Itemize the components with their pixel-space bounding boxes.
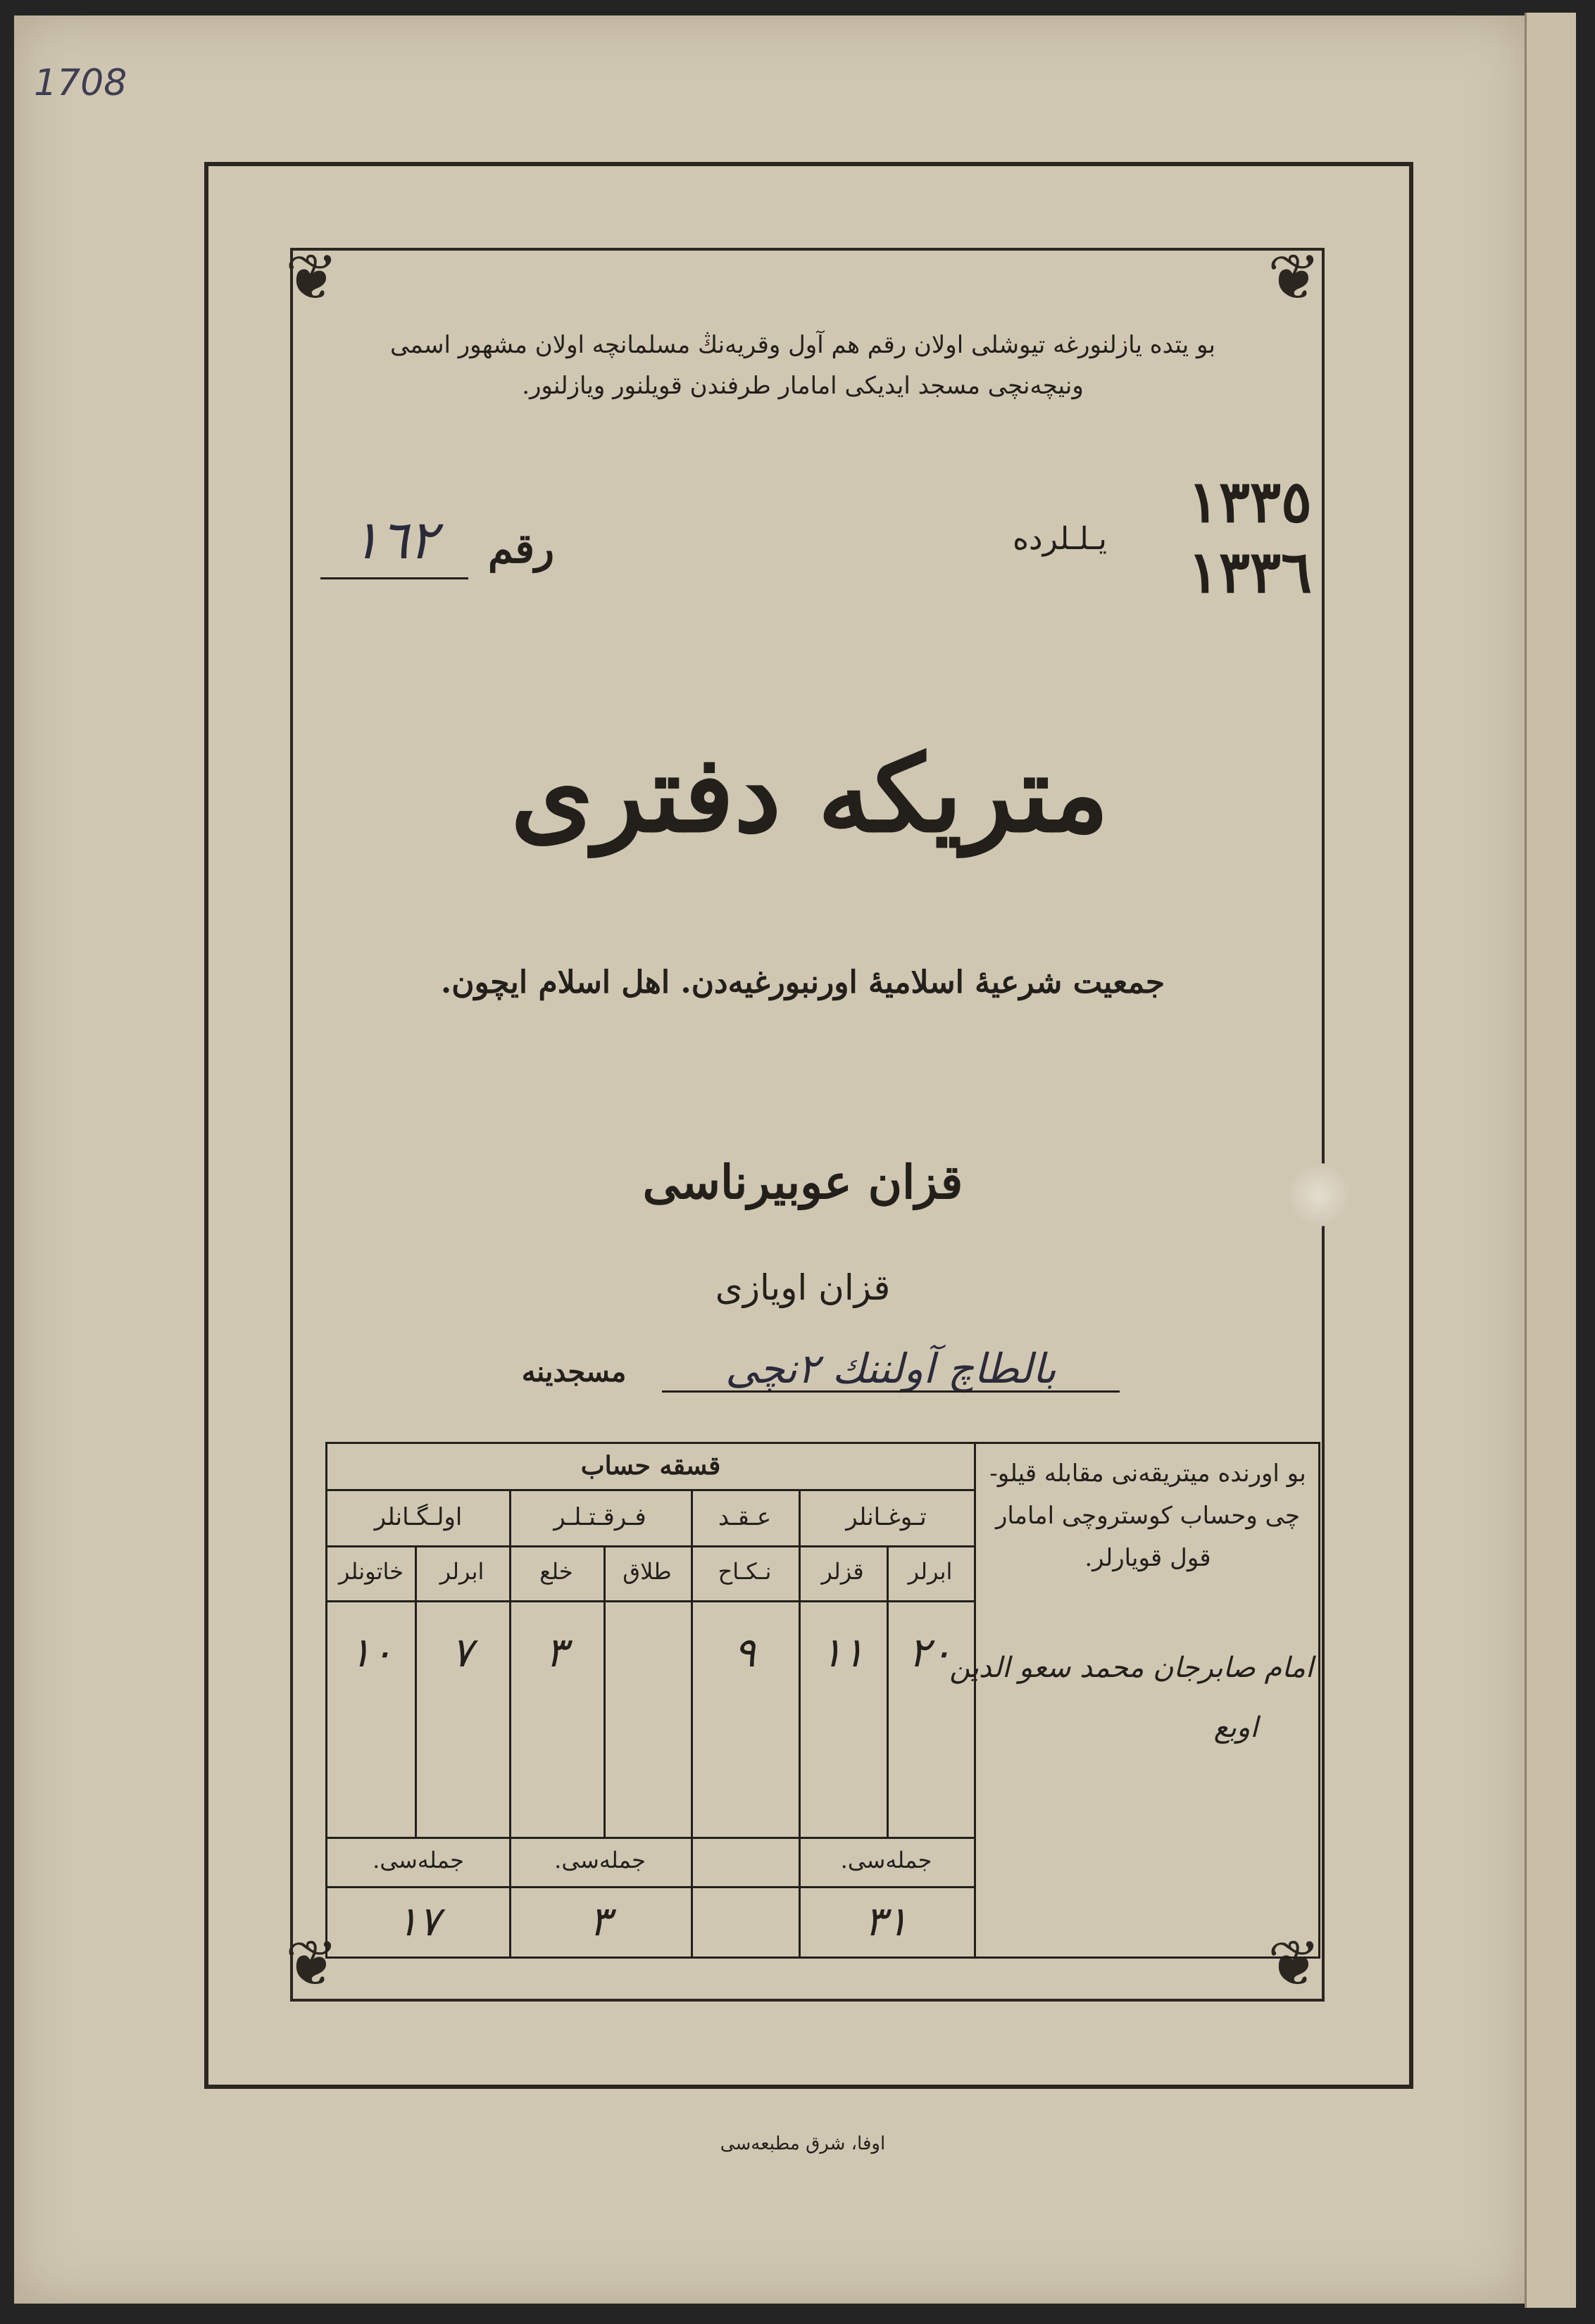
note-printed-line-1: بو اورنده ميتريقه‌نى مقابله قيلو- bbox=[989, 1459, 1306, 1488]
note-printed-line-3: قول قويارلر. bbox=[1084, 1544, 1211, 1572]
corner-ornament-icon: ❦ bbox=[285, 1927, 339, 2001]
mosque-handwritten: بالطاچ آولننك ٢نچى bbox=[725, 1345, 1056, 1393]
value-births-female: ١١ bbox=[820, 1628, 865, 1676]
mosque-underline bbox=[662, 1390, 1120, 1393]
corner-ornament-icon: ❦ bbox=[285, 241, 339, 315]
total-label-divorces: جمله‌سى. bbox=[554, 1847, 646, 1873]
group-marriages: عـقـد bbox=[718, 1503, 772, 1531]
governorate-name: قزان عوبيرناسى bbox=[642, 1155, 963, 1210]
ledger-col-line bbox=[603, 1545, 606, 1837]
value-deaths-male: ٧ bbox=[451, 1628, 473, 1676]
number-label: رقم bbox=[487, 525, 555, 572]
year-1: ١٣٣٥ bbox=[1187, 468, 1313, 536]
document-title: متريكه دفترى bbox=[511, 732, 1109, 856]
col-marriage: نـكـاح bbox=[718, 1558, 772, 1585]
group-deaths: اولـگـانلر bbox=[374, 1503, 463, 1531]
corner-ornament-icon: ❦ bbox=[1268, 1927, 1321, 2001]
total-divorces: ٣ bbox=[589, 1897, 611, 1945]
years-suffix: يـلـلرده bbox=[1012, 521, 1108, 557]
district-name: قزان اويازى bbox=[715, 1267, 891, 1308]
document-subtitle: جمعيت شرعيهٔ اسلاميهٔ اورنبورغيه‌دن. اهل اسلام ايچون. bbox=[440, 965, 1165, 1000]
ledger-col-line bbox=[887, 1545, 889, 1837]
number-value-handwritten: ١٦٢ bbox=[351, 508, 438, 571]
total-label-deaths: جمله‌سى. bbox=[373, 1847, 464, 1873]
year-2: ١٣٣٦ bbox=[1187, 539, 1313, 606]
col-divorce-talaq: طلاق bbox=[623, 1558, 672, 1585]
corner-ornament-icon: ❦ bbox=[1268, 241, 1321, 315]
paper-tear bbox=[1287, 1163, 1351, 1226]
intro-text-line-2: ونيچەنچى مسجد ايديكى امامار طرفندن قويلنور ويازلنور. bbox=[522, 372, 1084, 400]
ledger-row-line bbox=[327, 1489, 974, 1491]
value-marriage: ٩ bbox=[733, 1628, 756, 1676]
ledger-col-line bbox=[415, 1545, 417, 1837]
value-divorce-khul: ٣ bbox=[545, 1628, 568, 1676]
ledger-header: قسقه حساب bbox=[580, 1451, 721, 1481]
ledger-row-line bbox=[327, 1600, 974, 1602]
ledger-table bbox=[325, 1442, 1320, 1959]
total-deaths: ١٧ bbox=[396, 1897, 441, 1945]
col-births-female: قزلر bbox=[821, 1558, 864, 1585]
ledger-row-line bbox=[327, 1886, 974, 1888]
value-deaths-female: ١٠ bbox=[349, 1628, 394, 1676]
total-label-births: جمله‌سى. bbox=[840, 1847, 932, 1873]
ledger-note-divider bbox=[974, 1444, 976, 1956]
archive-mark: 1708 bbox=[34, 62, 127, 104]
group-births: تـوغـانلر bbox=[846, 1503, 927, 1531]
ledger-row-line bbox=[327, 1837, 974, 1839]
book-spine-edge bbox=[1525, 13, 1576, 2308]
group-divorces: فـرقـتـلـر bbox=[553, 1503, 646, 1531]
col-divorce-khul: خلع bbox=[539, 1558, 573, 1585]
value-births-male: ٢٠ bbox=[908, 1628, 953, 1676]
total-births: ٣١ bbox=[864, 1897, 908, 1945]
col-deaths-female: خاتونلر bbox=[338, 1558, 404, 1585]
col-births-male: ابرلر bbox=[908, 1558, 953, 1585]
imam-signature-2: اوبع bbox=[1213, 1711, 1258, 1744]
imam-signature: امام صابرجان محمد سعو الدين bbox=[949, 1652, 1313, 1684]
note-printed-line-2: چى وحساب كوستروچى امامار bbox=[996, 1502, 1300, 1530]
intro-text-line-1: بو يتده يازلنورغه تيوشلى اولان رقم هم آول وقريەنڭ مسلمانچه اولان مشهور اسمى bbox=[389, 331, 1216, 359]
ledger-row-line bbox=[327, 1545, 974, 1547]
number-underline bbox=[320, 577, 468, 579]
col-deaths-male: ابرلر bbox=[439, 1558, 484, 1585]
printer-imprint: اوفا، شرق مطبعه‌سى bbox=[720, 2133, 886, 2154]
mosque-label: مسجدينه bbox=[521, 1355, 627, 1388]
